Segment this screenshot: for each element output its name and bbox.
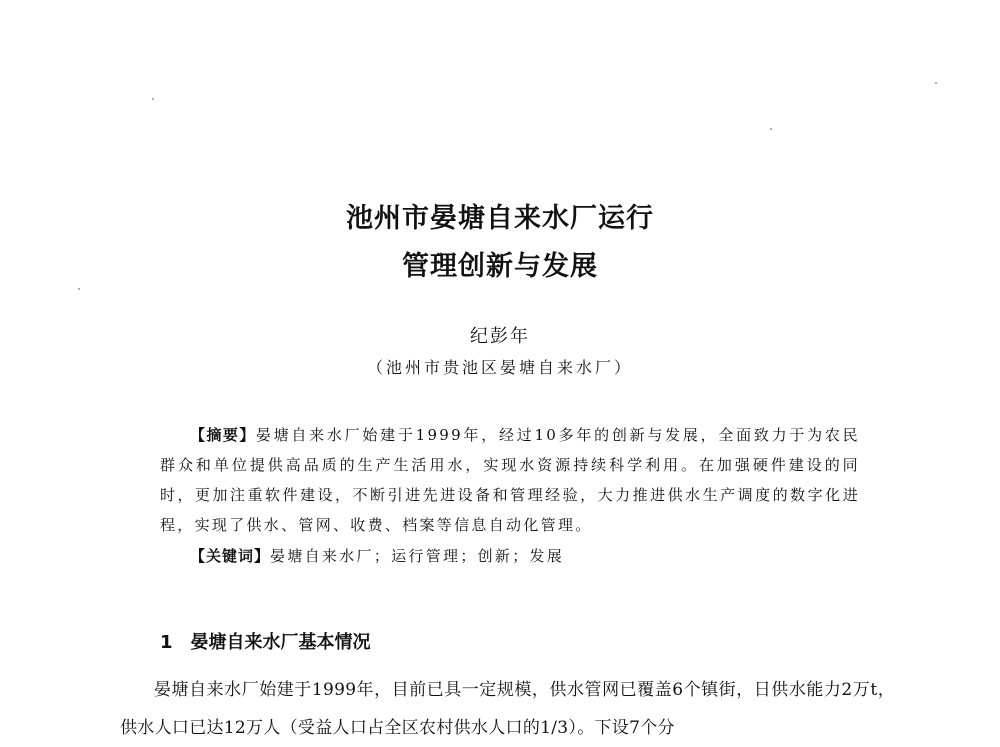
keywords xyxy=(160,545,860,566)
section-number: 1 xyxy=(160,632,173,653)
paper-title-line-2: 管理创新与发展 xyxy=(402,251,598,282)
keywords-label: 【关键词】 xyxy=(190,547,271,565)
abstract-label: 【摘要】 xyxy=(190,426,256,444)
section-body-text: 晏塘自来水厂始建于1999年，目前已具一定规模，供水管网已覆盖6个镇街，日供水能力2万t，供水人口已达12万人（受益人口占全区农村供水人口的1/3）。下设7个分 xyxy=(120,680,895,738)
scan-speck xyxy=(935,82,937,84)
scan-speck xyxy=(152,98,154,100)
abstract-text: 晏塘自来水厂始建于1999年，经过10多年的创新与发展，全面致力于为农民群众和单位提供高品质的生产生活用水，实现水资源持续科学利用。在加强硬件建设的同时，更加注重软件建设，不断引进先进设备和管理经验，大力推进供水生产调度的数字化进程，实现了供水、管网、收费、档案等信息自动化管理。 xyxy=(160,426,860,534)
keywords-text: 晏塘自来水厂；运行管理；创新；发展 xyxy=(270,547,565,565)
paper-title-line-1: 池州市晏塘自来水厂运行 xyxy=(346,203,654,234)
author-affiliation: （池州市贵池区晏塘自来水厂） xyxy=(366,358,633,377)
section-heading xyxy=(160,628,371,654)
abstract xyxy=(160,420,860,540)
section-title: 晏塘自来水厂基本情况 xyxy=(190,632,371,653)
author-name: 纪彭年 xyxy=(470,326,530,347)
scan-speck xyxy=(770,128,772,130)
scan-speck xyxy=(78,288,80,290)
